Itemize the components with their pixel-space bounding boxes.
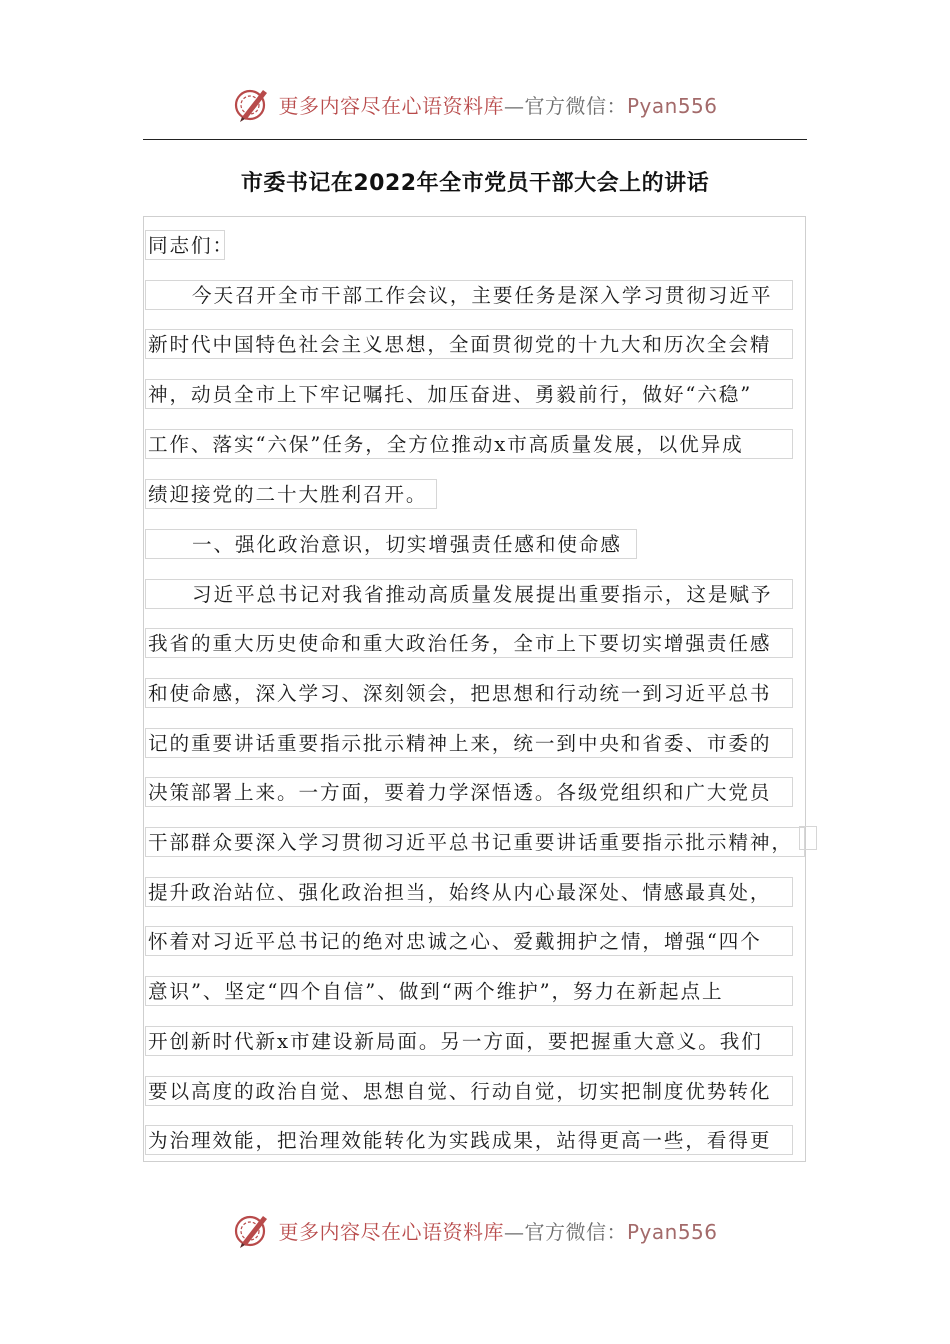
text-line: 意识”、坚定“四个自信”、做到“两个维护”，努力在新起点上 [145,976,793,1006]
document-title: 市委书记在2022年全市党员干部大会上的讲话 [240,171,710,196]
text-line: 开创新时代新x市建设新局面。另一方面，要把握重大意义。我们 [145,1026,793,1056]
text-line: 神，动员全市上下牢记嘱托、加压奋进、勇毅前行，做好“六稳” [145,379,793,409]
banner-slogan: 更多内容尽在心语资料库 [278,93,504,118]
text-line: 决策部署上来。一方面，要着力学深悟透。各级党组织和广大党员 [145,777,793,807]
text-line: 习近平总书记对我省推动高质量发展提出重要指示，这是赋予 [145,579,793,609]
text-line: 要以高度的政治自觉、思想自觉、行动自觉，切实把制度优势转化 [145,1076,793,1106]
header-banner [0,82,950,126]
pen-logo-icon [232,84,272,124]
text-line: 我省的重大历史使命和重大政治任务，全市上下要切实增强责任感 [145,628,793,658]
section-heading: 一、强化政治意识，切实增强责任感和使命感 [145,529,637,559]
text-line: 今天召开全市干部工作会议，主要任务是深入学习贯彻习近平 [145,280,793,310]
banner-wechat-label: 官方微信： [524,1219,627,1244]
banner-wechat-id: Pyan556 [626,1219,718,1244]
text-line: 绩迎接党的二十大胜利召开。 [145,479,437,509]
text-line: 和使命感，深入学习、深刻领会，把思想和行动统一到习近平总书 [145,678,793,708]
banner-dash: — [503,1219,525,1244]
footer-banner [0,1208,950,1252]
banner-dash: — [503,93,525,118]
overflow-marker [799,826,817,850]
text-line: 干部群众要深入学习贯彻习近平总书记重要讲话重要指示批示精神， [145,827,805,857]
pen-logo-icon [232,1210,272,1250]
text-line: 提升政治站位、强化政治担当，始终从内心最深处、情感最真处， [145,877,793,907]
banner-text [278,90,717,119]
banner-wechat-label: 官方微信： [524,93,627,118]
text-line: 记的重要讲话重要指示批示精神上来，统一到中央和省委、市委的 [145,728,793,758]
text-line: 怀着对习近平总书记的绝对忠诚之心、爱戴拥护之情，增强“四个 [145,926,793,956]
text-line: 为治理效能，把治理效能转化为实践成果，站得更高一些，看得更 [145,1125,793,1155]
banner-text [278,1216,717,1245]
header-divider [143,139,807,140]
text-line: 新时代中国特色社会主义思想，全面贯彻党的十九大和历次全会精 [145,329,793,359]
banner-slogan: 更多内容尽在心语资料库 [278,1219,504,1244]
salutation-line: 同志们： [145,230,225,260]
text-line: 工作、落实“六保”任务，全方位推动x市高质量发展，以优异成 [145,429,793,459]
banner-wechat-id: Pyan556 [626,93,718,118]
